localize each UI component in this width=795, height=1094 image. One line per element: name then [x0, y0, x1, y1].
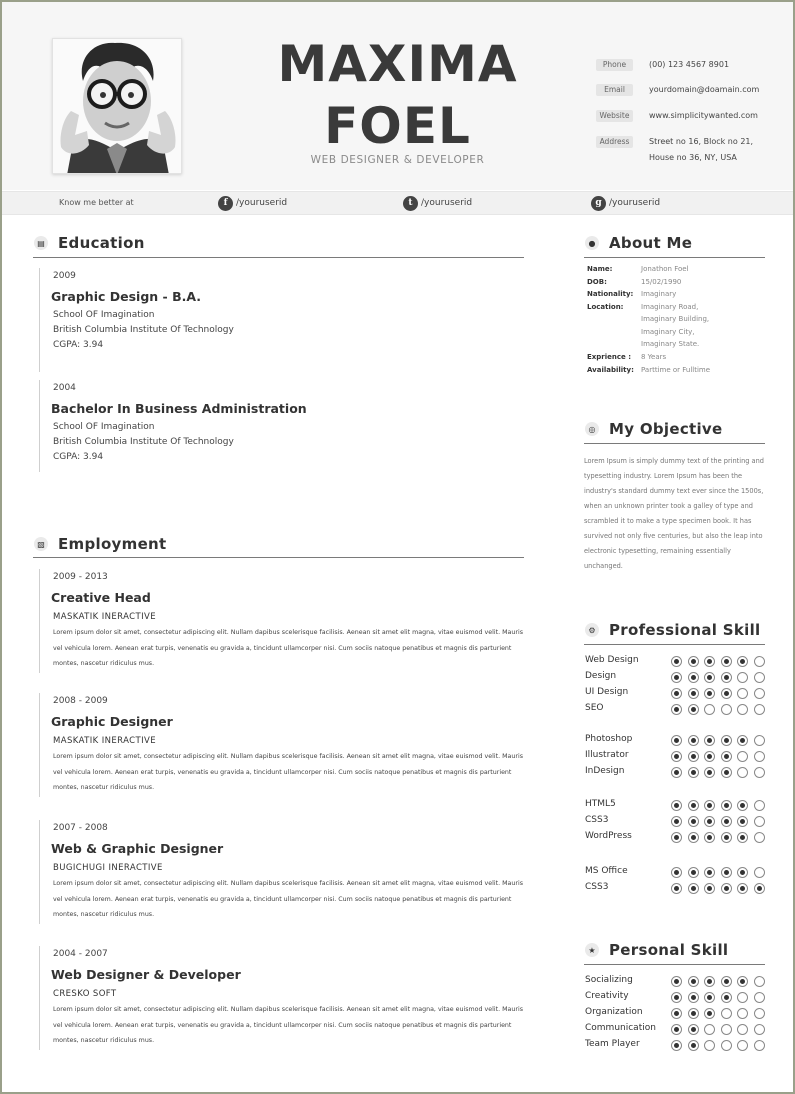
education-heading [34, 234, 145, 252]
rating-dot-filled [688, 656, 699, 667]
entry-position: Creative Head [51, 590, 151, 605]
rating-dot-filled [721, 800, 732, 811]
entry-years: 2009 - 2013 [53, 572, 108, 582]
about-value: Imaginary State. [641, 340, 700, 348]
skill-rating [671, 816, 770, 827]
skill-rating [671, 1008, 770, 1019]
rating-dot-filled [721, 816, 732, 827]
section-divider [584, 443, 765, 444]
employment-heading [34, 535, 167, 553]
rating-dot-empty [754, 656, 765, 667]
skill-name: CSS3 [585, 815, 609, 825]
rating-dot-empty [754, 800, 765, 811]
about-heading [585, 234, 692, 252]
about-value: Imaginary City, [641, 327, 695, 336]
rating-dot-empty [721, 1008, 732, 1019]
skill-rating [671, 883, 770, 894]
rating-dot-filled [737, 976, 748, 987]
rating-dot-empty [754, 1024, 765, 1035]
rating-dot-filled [721, 867, 732, 878]
twitter-icon: t [403, 196, 418, 211]
skill-rating [671, 656, 770, 667]
entry-company: BUGICHUGI INERACTIVE [53, 863, 163, 873]
entry-school: School OF Imagination [53, 422, 155, 432]
rating-dot-filled [721, 672, 732, 683]
entry-institute: British Columbia Institute Of Technology [53, 325, 234, 335]
rating-dot-filled [671, 767, 682, 778]
skill-row [585, 655, 767, 669]
skill-name: CSS3 [585, 882, 609, 892]
skill-row [585, 703, 767, 717]
skill-row [585, 975, 767, 989]
skill-rating [671, 800, 770, 811]
rating-dot-filled [704, 976, 715, 987]
social-handle: /youruserid [609, 198, 661, 208]
about-key: Location: [587, 302, 624, 311]
about-value: Imaginary Road, [641, 302, 699, 311]
skill-name: Illustrator [585, 750, 629, 760]
rating-dot-empty [704, 704, 715, 715]
rating-dot-filled [688, 1008, 699, 1019]
rating-dot-filled [688, 992, 699, 1003]
star-icon: ★ [585, 943, 599, 957]
rating-dot-filled [721, 688, 732, 699]
skill-row [585, 687, 767, 701]
rating-dot-empty [754, 1040, 765, 1051]
about-key: Name: [587, 265, 613, 273]
rating-dot-empty [754, 832, 765, 843]
about-key: Availability: [587, 366, 634, 374]
last-name: FOEL [324, 97, 471, 155]
skill-row [585, 1039, 767, 1053]
contact-label: Email [596, 84, 633, 96]
entry-cgpa: CGPA: 3.94 [53, 340, 104, 350]
rating-dot-filled [704, 883, 715, 894]
contact-label: Address [596, 136, 633, 148]
rating-dot-empty [737, 1040, 748, 1051]
rating-dot-filled [688, 800, 699, 811]
skill-row [585, 799, 767, 813]
skill-rating [671, 751, 770, 762]
entry-year: 2004 [53, 383, 76, 393]
skill-row [585, 866, 767, 880]
skill-rating [671, 976, 770, 987]
rating-dot-filled [737, 867, 748, 878]
skill-name: Socializing [585, 975, 633, 985]
rating-dot-filled [737, 656, 748, 667]
skill-name: MS Office [585, 866, 628, 876]
job-role: WEB DESIGNER & DEVELOPER [310, 154, 485, 166]
skill-rating [671, 1024, 770, 1035]
rating-dot-filled [721, 992, 732, 1003]
rating-dot-empty [754, 867, 765, 878]
entry-years: 2008 - 2009 [53, 696, 108, 706]
rating-dot-filled [704, 656, 715, 667]
rating-dot-filled [671, 688, 682, 699]
social-prompt: Know me better at [59, 198, 134, 207]
section-title: Professional Skill [609, 621, 761, 639]
skill-name: Design [585, 671, 617, 681]
rating-dot-filled [721, 751, 732, 762]
rating-dot-filled [671, 867, 682, 878]
rating-dot-empty [737, 1024, 748, 1035]
objective-text: Lorem Ipsum is simply dummy text of the printing and typesetting industry. Lorem Ipsum has been the industry's standard dummy text ever since the 1500s, when an unknown printer took a galley of type and scrambled it to make a type specimen book. It has survived not only five centuries, but also the leap into electronic typesetting, remaining essentially unchanged. [584, 457, 764, 570]
rating-dot-filled [671, 883, 682, 894]
skill-name: Organization [585, 1007, 643, 1017]
entry-degree: Bachelor In Business Administration [51, 401, 307, 416]
social-link-twitter[interactable] [403, 195, 472, 211]
rating-dot-filled [671, 1008, 682, 1019]
section-title: Personal Skill [609, 941, 729, 959]
rating-dot-filled [671, 656, 682, 667]
skill-rating [671, 992, 770, 1003]
employment-entry [39, 946, 524, 1050]
section-divider [33, 557, 524, 558]
rating-dot-empty [737, 672, 748, 683]
entry-position: Web & Graphic Designer [51, 841, 224, 856]
rating-dot-filled [671, 1040, 682, 1051]
rating-dot-filled [688, 672, 699, 683]
rating-dot-filled [737, 800, 748, 811]
rating-dot-filled [721, 656, 732, 667]
rating-dot-filled [671, 1024, 682, 1035]
rating-dot-empty [754, 735, 765, 746]
rating-dot-filled [671, 992, 682, 1003]
rating-dot-filled [721, 832, 732, 843]
rating-dot-empty [721, 704, 732, 715]
rating-dot-filled [737, 816, 748, 827]
skill-rating [671, 1040, 770, 1051]
skill-rating [671, 672, 770, 683]
rating-dot-empty [704, 1024, 715, 1035]
about-key: Exprience : [587, 353, 632, 361]
rating-dot-filled [737, 832, 748, 843]
about-value: Imaginary Building, [641, 315, 710, 323]
section-title: Employment [58, 535, 167, 553]
rating-dot-empty [721, 1040, 732, 1051]
rating-dot-filled [704, 688, 715, 699]
entry-school: School OF Imagination [53, 310, 155, 320]
entry-years: 2004 - 2007 [53, 949, 108, 959]
entry-company: MASKATIK INERACTIVE [53, 736, 156, 746]
rating-dot-empty [721, 1024, 732, 1035]
section-title: About Me [609, 234, 693, 252]
entry-description: Lorem ipsum dolor sit amet, consectetur adipiscing elit. Nullam dapibus scelerisque facilisis. Aenean sit amet elit magna, vitae euismod velit. Mauris vel vehicula lorem. Aenean erat turpis, venenatis eu gravida a, tincidunt ullamcorper nisi. Cum sociis natoque penatibus et magnis dis parturient montes, nascetur ridiculus mus. [53, 880, 523, 918]
profile-photo [52, 38, 182, 174]
rating-dot-empty [737, 688, 748, 699]
entry-company: MASKATIK INERACTIVE [53, 612, 156, 622]
rating-dot-empty [737, 767, 748, 778]
skill-rating [671, 704, 770, 715]
rating-dot-empty [754, 816, 765, 827]
skill-rating [671, 735, 770, 746]
skill-row [585, 671, 767, 685]
rating-dot-empty [754, 976, 765, 987]
employment-entry [39, 569, 524, 673]
entry-institute: British Columbia Institute Of Technology [53, 437, 234, 447]
rating-dot-filled [688, 751, 699, 762]
rating-dot-empty [754, 688, 765, 699]
skill-row [585, 1023, 767, 1037]
first-name: MAXIMA [277, 35, 518, 93]
skill-name: UI Design [585, 687, 629, 697]
gear-icon: ⚙ [585, 623, 599, 637]
skill-rating [671, 867, 770, 878]
rating-dot-empty [737, 992, 748, 1003]
rating-dot-empty [737, 751, 748, 762]
rating-dot-filled [754, 883, 765, 894]
about-key: Nationality: [587, 290, 634, 298]
entry-position: Web Designer & Developer [51, 967, 241, 982]
personal-skill-heading [585, 941, 728, 959]
bar-chart-icon: ▧ [34, 537, 48, 551]
rating-dot-filled [671, 751, 682, 762]
skill-rating [671, 832, 770, 843]
education-entry [39, 380, 524, 472]
rating-dot-filled [704, 767, 715, 778]
rating-dot-empty [737, 704, 748, 715]
about-value: Parttime or Fulltime [641, 366, 711, 374]
entry-years: 2007 - 2008 [53, 823, 108, 833]
skill-name: Creativity [585, 991, 629, 1001]
skill-name: SEO [585, 703, 604, 713]
social-link-google-plus[interactable] [591, 195, 660, 211]
entry-description: Lorem ipsum dolor sit amet, consectetur adipiscing elit. Nullam dapibus scelerisque facilisis. Aenean sit amet elit magna, vitae euismod velit. Mauris vel vehicula lorem. Aenean erat turpis, venenatis eu gravida a, tincidunt ullamcorper nisi. Cum sociis natoque penatibus et magnis dis parturient montes, nascetur ridiculus mus. [53, 1006, 523, 1044]
rating-dot-empty [754, 992, 765, 1003]
rating-dot-filled [671, 735, 682, 746]
rating-dot-filled [688, 816, 699, 827]
rating-dot-filled [704, 1008, 715, 1019]
contact-label: Website [596, 110, 633, 122]
rating-dot-filled [721, 767, 732, 778]
skill-row [585, 815, 767, 829]
rating-dot-filled [721, 735, 732, 746]
rating-dot-filled [704, 816, 715, 827]
education-entry [39, 268, 524, 372]
rating-dot-filled [737, 883, 748, 894]
user-icon: ● [585, 236, 599, 250]
rating-dot-filled [671, 976, 682, 987]
rating-dot-empty [737, 1008, 748, 1019]
email-value[interactable]: yourdomain@doamain.com [649, 85, 760, 94]
skill-name: Photoshop [585, 734, 633, 744]
rating-dot-empty [704, 1040, 715, 1051]
rating-dot-filled [704, 672, 715, 683]
skill-row [585, 766, 767, 780]
rating-dot-filled [704, 867, 715, 878]
rating-dot-filled [737, 735, 748, 746]
rating-dot-empty [754, 751, 765, 762]
skill-name: WordPress [585, 831, 632, 841]
skill-row [585, 991, 767, 1005]
rating-dot-filled [688, 1024, 699, 1035]
employment-entry [39, 820, 524, 924]
rating-dot-empty [754, 767, 765, 778]
address-line-1: Street no 16, Block no 21, [649, 137, 754, 146]
address-line-2: House no 36, NY, USA [649, 153, 737, 162]
about-value: Imaginary [641, 290, 677, 298]
skill-row [585, 734, 767, 748]
rating-dot-filled [688, 1040, 699, 1051]
skill-name: Communication [585, 1023, 656, 1033]
about-value: Jonathon Foel [641, 265, 689, 273]
rating-dot-empty [754, 704, 765, 715]
employment-entry [39, 693, 524, 797]
rating-dot-filled [704, 800, 715, 811]
skill-row [585, 750, 767, 764]
professional-skill-heading [585, 621, 760, 639]
rating-dot-filled [704, 992, 715, 1003]
rating-dot-filled [671, 832, 682, 843]
section-title: My Objective [609, 420, 723, 438]
entry-description: Lorem ipsum dolor sit amet, consectetur adipiscing elit. Nullam dapibus scelerisque facilisis. Aenean sit amet elit magna, vitae euismod velit. Mauris vel vehicula lorem. Aenean erat turpis, venenatis eu gravida a, tincidunt ullamcorper nisi. Cum sociis natoque penatibus et magnis dis parturient montes, nascetur ridiculus mus. [53, 753, 523, 791]
book-icon: ▤ [34, 236, 48, 250]
google-plus-icon: g [591, 196, 606, 211]
entry-description: Lorem ipsum dolor sit amet, consectetur adipiscing elit. Nullam dapibus scelerisque facilisis. Aenean sit amet elit magna, vitae euismod velit. Mauris vel vehicula lorem. Aenean erat turpis, venenatis eu gravida a, tincidunt ullamcorper nisi. Cum sociis natoque penatibus et magnis dis parturient montes, nascetur ridiculus mus. [53, 629, 523, 667]
rating-dot-filled [688, 867, 699, 878]
rating-dot-filled [688, 704, 699, 715]
social-handle: /youruserid [236, 198, 288, 208]
rating-dot-filled [688, 688, 699, 699]
entry-degree: Graphic Design - B.A. [51, 289, 201, 304]
contact-label: Phone [596, 59, 633, 71]
skill-rating [671, 767, 770, 778]
rating-dot-filled [688, 883, 699, 894]
section-title: Education [58, 234, 145, 252]
skill-rating [671, 688, 770, 699]
skill-name: Team Player [585, 1039, 640, 1049]
social-handle: /youruserid [421, 198, 473, 208]
phone-value[interactable]: (00) 123 4567 8901 [649, 60, 730, 69]
entry-year: 2009 [53, 271, 76, 281]
skill-row [585, 831, 767, 845]
rating-dot-filled [688, 832, 699, 843]
section-divider [584, 964, 765, 965]
rating-dot-filled [688, 767, 699, 778]
rating-dot-filled [688, 976, 699, 987]
section-divider [33, 257, 524, 258]
rating-dot-filled [671, 672, 682, 683]
rating-dot-filled [704, 735, 715, 746]
rating-dot-filled [704, 832, 715, 843]
rating-dot-filled [688, 735, 699, 746]
skill-name: InDesign [585, 766, 625, 776]
rating-dot-filled [704, 751, 715, 762]
entry-position: Graphic Designer [51, 714, 173, 729]
rating-dot-empty [754, 1008, 765, 1019]
rating-dot-filled [721, 883, 732, 894]
about-value: 15/02/1990 [641, 277, 682, 286]
entry-cgpa: CGPA: 3.94 [53, 452, 104, 462]
section-divider [584, 257, 765, 258]
social-bar [2, 191, 793, 215]
skill-row [585, 1007, 767, 1021]
skill-row [585, 882, 767, 896]
rating-dot-empty [754, 672, 765, 683]
rating-dot-filled [671, 816, 682, 827]
target-icon: ◎ [585, 422, 599, 436]
skill-name: Web Design [585, 655, 639, 665]
about-value: 8 Years [641, 353, 667, 361]
facebook-icon: f [218, 196, 233, 211]
section-divider [584, 644, 765, 645]
entry-company: CRESKO SOFT [53, 989, 117, 999]
rating-dot-filled [671, 800, 682, 811]
website-value[interactable]: www.simplicitywanted.com [649, 111, 758, 120]
rating-dot-filled [721, 976, 732, 987]
objective-heading [585, 420, 723, 438]
about-key: DOB: [587, 277, 607, 286]
rating-dot-filled [671, 704, 682, 715]
skill-name: HTML5 [585, 799, 616, 809]
social-link-facebook[interactable] [218, 195, 287, 211]
